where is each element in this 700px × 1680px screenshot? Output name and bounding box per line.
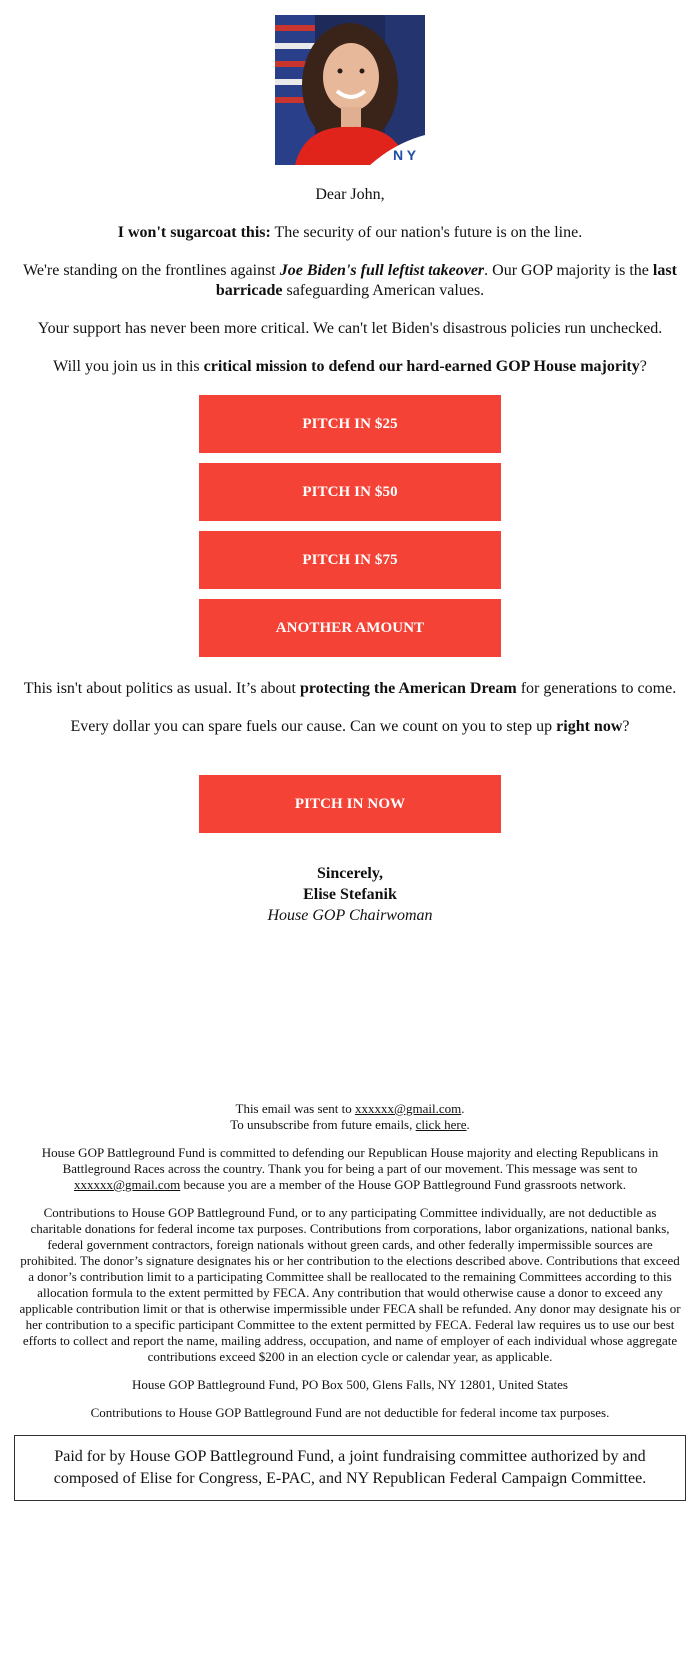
text-segment: because you are a member of the House GOP Battleground Fund grassroots network. — [180, 1177, 626, 1192]
pitch-in-now-button[interactable]: PITCH IN NOW — [199, 775, 501, 833]
salutation: Dear John, — [315, 186, 385, 203]
text-segment: ? — [622, 718, 630, 735]
pitch-in-75-button[interactable]: PITCH IN $75 — [199, 531, 501, 589]
paragraph-every-dollar — [0, 717, 700, 737]
text-segment: Will you join us in this — [53, 358, 204, 375]
signoff — [0, 863, 700, 926]
bold-phrase: protecting the American Dream — [300, 680, 517, 697]
unsubscribe-link[interactable]: click here — [415, 1117, 467, 1132]
pitch-in-25-button[interactable]: PITCH IN $25 — [199, 395, 501, 453]
not-deductible-notice: Contributions to House GOP Battleground Fund are not deductible for federal income tax purposes. — [90, 1405, 610, 1420]
committed-paragraph — [18, 1145, 682, 1193]
sent-to-line — [18, 1101, 682, 1117]
donation-buttons — [0, 395, 700, 657]
paragraph-mission — [0, 357, 700, 377]
paragraph-support: Your support has never been more critical. We can't let Biden's disastrous policies run unchecked. — [37, 320, 663, 337]
bold-italic-phrase: Joe Biden's full leftist takeover — [279, 262, 485, 279]
signer-name: Elise Stefanik — [303, 886, 397, 903]
text-segment: ? — [639, 358, 647, 375]
text-segment: This isn't about politics as usual. It’s about — [23, 680, 300, 697]
text-segment: . Our GOP majority is the — [484, 262, 653, 279]
portrait-photo-icon — [275, 15, 425, 165]
paragraph-american-dream — [0, 679, 700, 699]
text-segment: . — [466, 1117, 470, 1132]
text-segment: We're standing on the frontlines against — [23, 262, 280, 279]
text-segment: safeguarding American values. — [282, 282, 485, 299]
unsubscribe-line — [18, 1117, 682, 1133]
contributions-disclaimer: Contributions to House GOP Battleground Fund, or to any participating Committee individually, are not deductible as charitable donations for federal income tax purposes. Contributions from corporations, labor organizations, national banks, federal government contractors, foreign nationals without green cards, and other federally impermissible sources are prohibited. The donor’s signature designates his or her contribution to the elections described above. Contributions that exceed a donor’s contribution limit to a participating Committee shall be reallocated to the remaining Committees according to this allocation formula to the extent permitted by FECA. Any contribution that would otherwise cause a donor to exceed any applicable contribution limit or that is otherwise impermissible under FECA shall be refunded. Any donor may designate his or her contribution to a specific participant Committee to the extent permitted by FECA. Federal law requires us to use our best efforts to collect and report the name, mailing address, occupation, and name of employer of each individual whose aggregate contributions exceed $200 in an election cycle or calendar year, as applicable. — [19, 1205, 681, 1364]
bold-phrase: critical mission to defend our hard-earned GOP House majority — [203, 358, 640, 375]
mailing-address: House GOP Battleground Fund, PO Box 500, Glens Falls, NY 12801, United States — [132, 1377, 568, 1392]
footer — [0, 1101, 700, 1421]
text-segment: House GOP Battleground Fund is committed to defending our Republican House majority and electing Republicans in Battleground Races across the country. Thank you for being a part of our movement. This message was sent to — [41, 1145, 659, 1176]
bold-phrase: right now — [556, 718, 623, 735]
cta-container — [0, 775, 700, 833]
text-segment: To unsubscribe from future emails, — [230, 1117, 416, 1132]
email-body — [0, 15, 700, 1501]
paragraph-frontlines — [0, 261, 700, 301]
paid-for-box: Paid for by House GOP Battleground Fund, a joint fundraising committee authorized by and composed of Elise for Congress, E-PAC, and NY Republican Federal Campaign Committee. — [14, 1435, 686, 1501]
recipient-email-link[interactable]: xxxxxx@gmail.com — [355, 1101, 462, 1116]
bold-phrase: I won't sugarcoat this: — [117, 224, 271, 241]
closing: Sincerely, — [317, 865, 383, 882]
pitch-in-50-button[interactable]: PITCH IN $50 — [199, 463, 501, 521]
paragraph-security — [0, 223, 700, 243]
svg-text:N Y: N Y — [393, 147, 417, 163]
portrait-photo — [275, 15, 425, 165]
text-segment: Every dollar you can spare fuels our cause. Can we count on you to step up — [70, 718, 557, 735]
bold-phrase: last barricade — [215, 262, 677, 299]
text-segment: The security of our nation's future is on the line. — [270, 224, 583, 241]
member-email-link[interactable]: xxxxxx@gmail.com — [74, 1177, 181, 1192]
another-amount-button[interactable]: ANOTHER AMOUNT — [199, 599, 501, 657]
text-segment: . — [461, 1101, 465, 1116]
text-segment: for generations to come. — [516, 680, 677, 697]
signer-title: House GOP Chairwoman — [267, 907, 433, 924]
text-segment: This email was sent to — [235, 1101, 356, 1116]
